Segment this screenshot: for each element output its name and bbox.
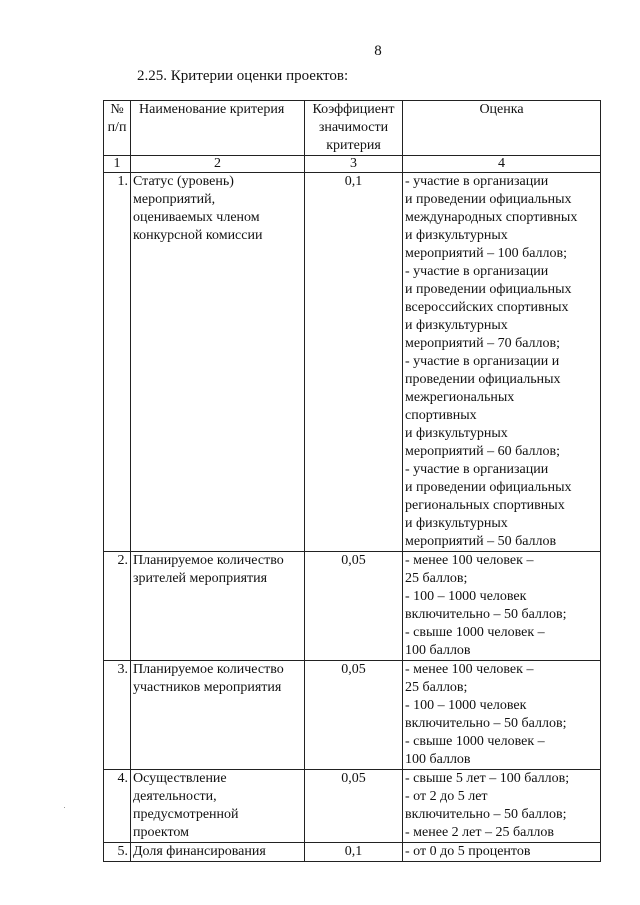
column-number: 3: [305, 156, 403, 173]
text-line: спортивных: [405, 408, 477, 423]
text-line: - свыше 1000 человек –: [405, 625, 545, 640]
column-number: 4: [403, 156, 601, 173]
text-line: 25 баллов;: [405, 680, 468, 695]
criterion-name: [131, 770, 305, 843]
text-line: и проведении официальных: [405, 480, 572, 495]
text-line: - от 0 до 5 процентов: [405, 844, 531, 859]
text-line: - менее 2 лет – 25 баллов: [405, 825, 555, 840]
column-number: 2: [131, 156, 305, 173]
text-line: оцениваемых членом: [133, 210, 260, 225]
text-line: проектом: [133, 825, 190, 840]
criterion-name: [131, 173, 305, 552]
header-line: критерия: [326, 138, 381, 153]
text-line: - участие в организации: [405, 264, 549, 279]
coefficient: 0,1: [305, 173, 403, 552]
coefficient: 0,05: [305, 661, 403, 770]
header-line: п/п: [107, 120, 127, 135]
coefficient: 0,1: [305, 843, 403, 862]
evaluation: [403, 770, 601, 843]
header-evaluation: [403, 101, 601, 156]
coefficient: 0,05: [305, 770, 403, 843]
text-line: - свыше 5 лет – 100 баллов;: [405, 771, 570, 786]
header-line: №: [110, 102, 124, 117]
section-title: 2.25. Критерии оценки проектов:: [137, 68, 349, 84]
evaluation: [403, 173, 601, 552]
text-line: региональных спортивных: [405, 498, 565, 513]
text-line: - 100 – 1000 человек: [405, 698, 527, 713]
text-line: Доля финансирования: [133, 844, 266, 859]
coefficient: 0,05: [305, 552, 403, 661]
criterion-name: [131, 843, 305, 862]
text-line: участников мероприятия: [133, 680, 282, 695]
evaluation: [403, 661, 601, 770]
header-line: Оценка: [479, 102, 524, 117]
column-number: 1: [104, 156, 131, 173]
text-line: Статус (уровень): [133, 174, 234, 189]
table-row: [104, 552, 601, 661]
text-line: - участие в организации: [405, 462, 549, 477]
criterion-name: [131, 552, 305, 661]
text-line: - участие в организации и: [405, 354, 560, 369]
text-line: - 100 – 1000 человек: [405, 589, 527, 604]
text-line: и физкультурных: [405, 516, 508, 531]
table-row: [104, 661, 601, 770]
row-number: 5.: [104, 843, 131, 862]
row-number: 1.: [104, 173, 131, 552]
column-numbers-row: [104, 156, 601, 173]
table-row: [104, 770, 601, 843]
evaluation: [403, 843, 601, 862]
table-row: [104, 173, 601, 552]
criterion-name: [131, 661, 305, 770]
row-number: 4.: [104, 770, 131, 843]
text-line: зрителей мероприятия: [133, 571, 268, 586]
text-line: деятельности,: [133, 789, 217, 804]
header-number: [104, 101, 131, 156]
text-line: проведении официальных: [405, 372, 561, 387]
text-line: и физкультурных: [405, 426, 508, 441]
text-line: Осуществление: [133, 771, 227, 786]
text-line: - менее 100 человек –: [405, 553, 534, 568]
evaluation: [403, 552, 601, 661]
text-line: - от 2 до 5 лет: [405, 789, 488, 804]
criteria-table: [103, 100, 601, 862]
text-line: включительно – 50 баллов;: [405, 716, 567, 731]
text-line: предусмотренной: [133, 807, 239, 822]
text-line: всероссийских спортивных: [405, 300, 569, 315]
text-line: 25 баллов;: [405, 571, 468, 586]
text-line: - менее 100 человек –: [405, 662, 534, 677]
text-line: мероприятий – 50 баллов: [405, 534, 557, 549]
text-line: международных спортивных: [405, 210, 578, 225]
header-line: значимости: [318, 120, 389, 135]
header-criterion-name: [131, 101, 305, 156]
text-line: мероприятий – 100 баллов;: [405, 246, 568, 261]
text-line: - свыше 1000 человек –: [405, 734, 545, 749]
text-line: 100 баллов: [405, 752, 471, 767]
text-line: Планируемое количество: [133, 553, 284, 568]
row-number: 3.: [104, 661, 131, 770]
text-line: мероприятий – 70 баллов;: [405, 336, 561, 351]
text-line: конкурсной комиссии: [133, 228, 263, 243]
text-line: - участие в организации: [405, 174, 549, 189]
page-number: 8: [374, 43, 382, 59]
row-number: 2.: [104, 552, 131, 661]
text-line: включительно – 50 баллов;: [405, 807, 567, 822]
text-line: и проведении официальных: [405, 282, 572, 297]
header-line: Наименование критерия: [139, 102, 285, 117]
text-line: межрегиональных: [405, 390, 515, 405]
text-line: 100 баллов: [405, 643, 471, 658]
table-row: [104, 843, 601, 862]
text-line: мероприятий – 60 баллов;: [405, 444, 561, 459]
text-line: включительно – 50 баллов;: [405, 607, 567, 622]
text-line: мероприятий,: [133, 192, 216, 207]
text-line: Планируемое количество: [133, 662, 284, 677]
text-line: и физкультурных: [405, 228, 508, 243]
header-coefficient: [305, 101, 403, 156]
table-header-row: [104, 101, 601, 156]
text-line: и проведении официальных: [405, 192, 572, 207]
header-line: Коэффициент: [312, 102, 395, 117]
scan-speck: [64, 807, 65, 808]
text-line: и физкультурных: [405, 318, 508, 333]
